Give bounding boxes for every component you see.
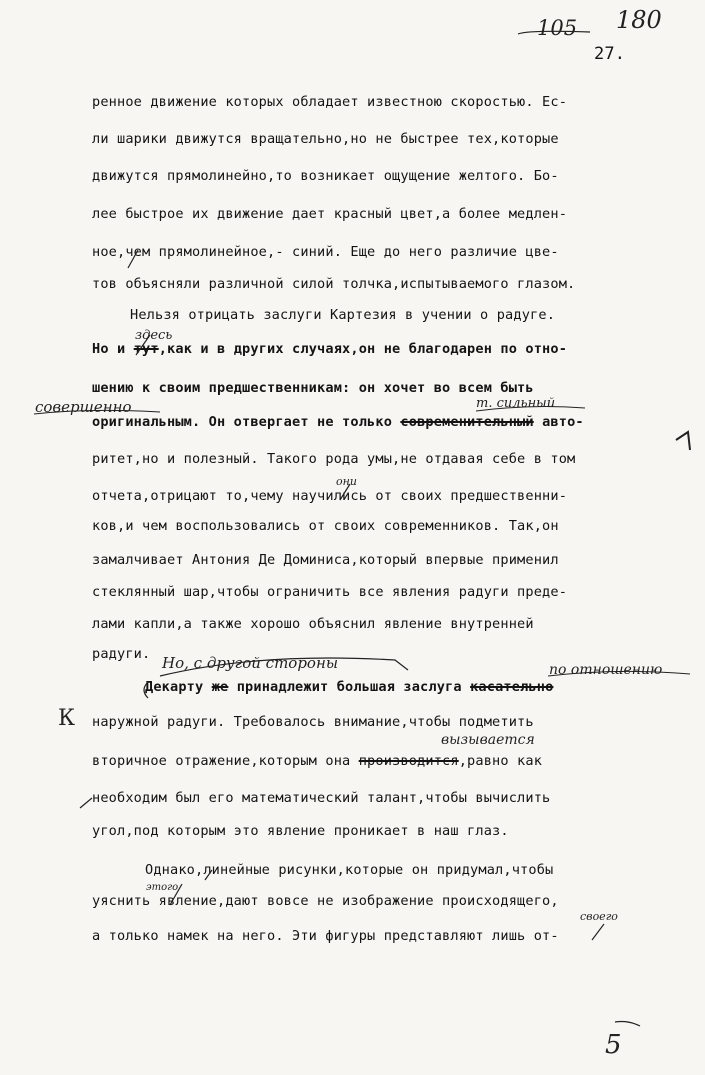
text-line-14: замалчивает Антония Де Доминиса,который впервые применил	[92, 552, 559, 568]
text-line-20	[92, 753, 542, 769]
handwritten-zdes: здесь	[135, 328, 173, 343]
handwritten-vyzyvaetsya: вызывается	[441, 732, 535, 748]
line20-b: ,равно как	[458, 753, 543, 769]
handwritten-etogo: этого	[146, 882, 179, 893]
page-number: 27.	[594, 44, 626, 64]
handwritten-bottom-mark: 5	[605, 1030, 622, 1060]
line20-a: вторичное отражение,которым она	[92, 753, 359, 769]
text-line-6: тов объясняли различной силой толчка,испытываемого глазом.	[92, 276, 576, 292]
text-line-21: необходим был его математический талант,чтобы вычислить	[92, 790, 551, 806]
handwritten-s-drugoi: Но, с другой стороны	[162, 654, 339, 672]
text-line-7: Нельзя отрицать заслуги Картезия в учении о радуге.	[130, 307, 556, 323]
line8-b: ,как и в других случаях,он не благодарен по отно-	[158, 341, 568, 357]
line8-deleted: тут	[133, 341, 159, 357]
tick-line21	[80, 798, 92, 808]
line8-a: Но и	[92, 341, 134, 357]
handwritten-sovershenno: совершенно	[35, 398, 132, 416]
line10-b: авто-	[533, 414, 584, 430]
insertion-mark-right	[676, 432, 690, 450]
text-line-5: ное,чем прямолинейное,- синий. Еще до него различие цве-	[92, 244, 559, 260]
text-line-23: Однако,линейные рисунки,которые он придумал,чтобы	[145, 862, 554, 878]
text-line-8	[92, 341, 567, 357]
text-line-12: отчета,отрицают то,чему научились от своих предшественни-	[92, 488, 568, 504]
text-line-2: ли шарики движутся вращательно,но не быстрее тех,которые	[92, 131, 559, 147]
bottom-pen-stroke	[615, 1022, 640, 1027]
text-line-10	[92, 414, 584, 430]
text-line-15: стеклянный шар,чтобы ограничить все явления радуги преде-	[92, 584, 568, 600]
text-line-1: ренное движение которых обладает известною скоростью. Ес-	[92, 94, 568, 110]
line18-deleted-2: касательно	[470, 679, 554, 695]
line10-a: оригинальным. Он отвергает не только	[92, 414, 401, 430]
text-line-4: лее быстрое их движение дает красный цвет,а более медлен-	[92, 206, 568, 222]
text-line-11: ритет,но и полезный. Такого рода умы,не отдавая себе в том	[92, 451, 576, 467]
text-line-3: движутся прямолинейно,то возникает ощущение желтого. Бо-	[92, 168, 559, 184]
archive-number-2: 180	[616, 6, 662, 34]
handwritten-po-otnosheniyu: по отношению	[549, 662, 663, 678]
handwritten-k-mark: К	[58, 706, 76, 731]
text-line-19: наружной радуги. Требовалось внимание,чтобы подметить	[92, 714, 534, 730]
line20-deleted: производится	[358, 753, 459, 769]
text-line-17: радуги.	[92, 646, 151, 662]
caret-svoego	[592, 924, 604, 940]
handwritten-oni: они	[336, 475, 357, 488]
text-line-24: уяснить явление,дают вовсе не изображение происходящего,	[92, 893, 559, 909]
text-line-18	[145, 679, 553, 695]
line18-deleted-1: же	[211, 679, 229, 695]
text-line-22: угол,под которым это явление проникает в наш глаз.	[92, 823, 509, 839]
line18-a: Декарту	[145, 679, 212, 695]
text-line-13: ков,и чем воспользовались от своих современников. Так,он	[92, 518, 559, 534]
text-line-16: лами капли,а также хорошо объяснил явление внутренней	[92, 616, 534, 632]
line10-deleted: современительный	[400, 414, 534, 430]
handwritten-svoego: своего	[580, 910, 618, 923]
line18-b: принадлежит большая заслуга	[228, 679, 471, 695]
text-line-9: шению к своим предшественникам: он хочет во всем быть	[92, 380, 534, 396]
archive-number-1: 105	[537, 16, 578, 40]
text-line-25: а только намек на него. Эти фигуры представляют лишь от-	[92, 928, 559, 944]
handwritten-tsyt: т. сильный	[476, 396, 556, 411]
